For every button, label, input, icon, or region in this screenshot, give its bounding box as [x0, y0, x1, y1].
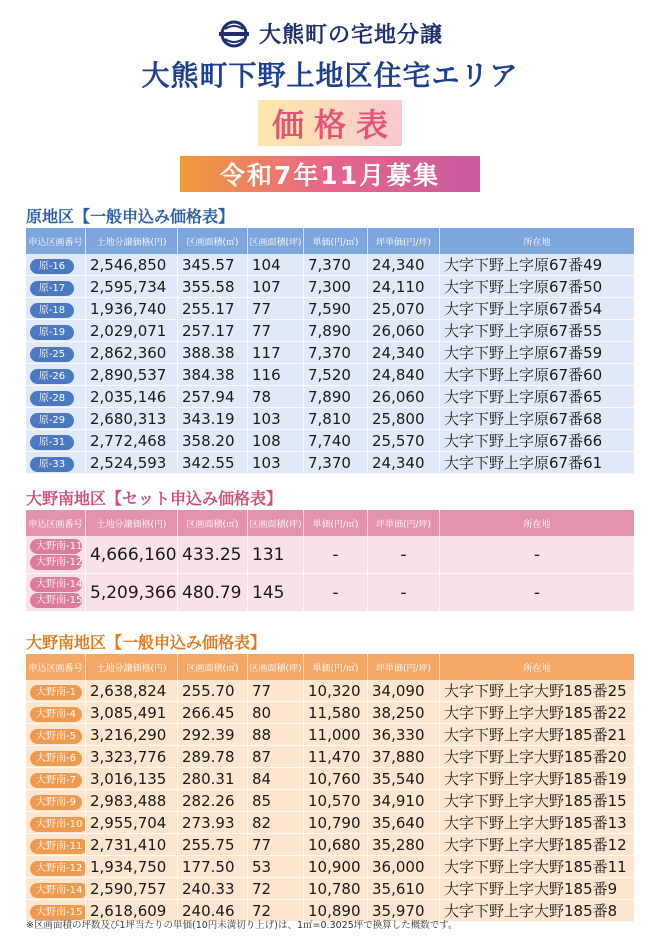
lot-badge: 大野南-1	[30, 685, 82, 700]
unit-tsubo-cell: 37,880	[368, 746, 440, 768]
table-row	[26, 834, 634, 856]
hara-price-table	[26, 228, 634, 474]
unit-m2-cell: 10,890	[304, 900, 368, 922]
address-cell: 大字下野上字大野185番25	[440, 680, 634, 702]
lot-badge: 原-17	[30, 281, 74, 296]
lot-cell	[26, 768, 86, 790]
col-area-m2: 区画面積(㎡)	[178, 510, 248, 536]
unit-m2-cell: -	[304, 536, 368, 574]
unit-m2-cell: 10,760	[304, 768, 368, 790]
address-cell: 大字下野上字大野185番22	[440, 702, 634, 724]
lot-cell	[26, 254, 86, 276]
unit-tsubo-cell: 38,250	[368, 702, 440, 724]
unit-m2-cell: 7,370	[304, 342, 368, 364]
col-area-m2: 区画面積(㎡)	[178, 654, 248, 680]
address-cell: 大字下野上字大野185番19	[440, 768, 634, 790]
unit-tsubo-cell: 35,610	[368, 878, 440, 900]
price-cell: 3,016,135	[86, 768, 178, 790]
price-cell: 2,955,704	[86, 812, 178, 834]
table-row	[26, 878, 634, 900]
price-cell: 2,638,824	[86, 680, 178, 702]
price-cell: 5,209,366	[86, 574, 178, 612]
hara-section-title: 原地区【一般申込み価格表】	[26, 207, 235, 226]
table-header-row	[26, 654, 634, 680]
table-row	[26, 320, 634, 342]
col-address: 所在地	[440, 510, 634, 536]
area-m2-cell: 255.70	[178, 680, 248, 702]
onominami-set-price-table	[26, 510, 634, 612]
table-row	[26, 746, 634, 768]
table-row	[26, 364, 634, 386]
area-tsubo-cell: 77	[248, 320, 304, 342]
area-tsubo-cell: 77	[248, 298, 304, 320]
unit-tsubo-cell: 25,800	[368, 408, 440, 430]
price-cell: 2,035,146	[86, 386, 178, 408]
address-cell: 大字下野上字大野185番9	[440, 878, 634, 900]
unit-m2-cell: 7,590	[304, 298, 368, 320]
area-tsubo-cell: 145	[248, 574, 304, 612]
unit-m2-cell: 7,370	[304, 452, 368, 474]
unit-m2-cell: 10,320	[304, 680, 368, 702]
address-cell: 大字下野上字大野185番8	[440, 900, 634, 922]
lot-badge: 原-33	[30, 457, 74, 472]
area-m2-cell: 388.38	[178, 342, 248, 364]
col-lot: 申込区画番号	[26, 510, 86, 536]
col-unit-tsubo: 坪単価(円/坪)	[368, 510, 440, 536]
col-area-tsubo: 区画面積(坪)	[248, 510, 304, 536]
unit-tsubo-cell: 35,540	[368, 768, 440, 790]
unit-m2-cell: 10,900	[304, 856, 368, 878]
unit-m2-cell: 10,780	[304, 878, 368, 900]
area-m2-cell: 240.33	[178, 878, 248, 900]
lot-cell	[26, 878, 86, 900]
unit-m2-cell: 7,300	[304, 276, 368, 298]
unit-m2-cell: 11,580	[304, 702, 368, 724]
unit-tsubo-cell: 35,970	[368, 900, 440, 922]
area-tsubo-cell: 72	[248, 900, 304, 922]
col-address: 所在地	[440, 654, 634, 680]
price-cell: 2,862,360	[86, 342, 178, 364]
address-cell: 大字下野上字大野185番15	[440, 790, 634, 812]
page-title: 大熊町下野上地区住宅エリア	[141, 59, 519, 92]
lot-cell	[26, 320, 86, 342]
lot-badge: 原-29	[30, 413, 74, 428]
area-tsubo-cell: 103	[248, 452, 304, 474]
lot-badge: 原-26	[30, 369, 74, 384]
unit-tsubo-cell: 24,340	[368, 452, 440, 474]
lot-badge: 大野南-7	[30, 773, 82, 788]
lot-cell	[26, 680, 86, 702]
address-cell: -	[440, 536, 634, 574]
recruit-period: 令和7年11月募集	[219, 161, 441, 190]
col-unit-m2: 単価(円/㎡)	[304, 510, 368, 536]
col-address: 所在地	[440, 228, 634, 254]
unit-m2-cell: 7,890	[304, 386, 368, 408]
address-cell: 大字下野上字原67番55	[440, 320, 634, 342]
col-unit-tsubo: 坪単価(円/坪)	[368, 654, 440, 680]
lot-cell	[26, 408, 86, 430]
price-cell: 2,890,537	[86, 364, 178, 386]
unit-tsubo-cell: -	[368, 574, 440, 612]
table-header-row	[26, 510, 634, 536]
col-area-tsubo: 区画面積(坪)	[248, 228, 304, 254]
unit-tsubo-cell: 35,280	[368, 834, 440, 856]
table-row	[26, 856, 634, 878]
lot-badge: 原-25	[30, 347, 74, 362]
lot-badge: 原-19	[30, 325, 74, 340]
area-m2-cell: 480.79	[178, 574, 248, 612]
area-tsubo-cell: 117	[248, 342, 304, 364]
area-tsubo-cell: 85	[248, 790, 304, 812]
price-cell: 1,936,740	[86, 298, 178, 320]
address-cell: 大字下野上字大野185番11	[440, 856, 634, 878]
lot-cell	[26, 574, 86, 612]
unit-m2-cell: 7,740	[304, 430, 368, 452]
col-lot: 申込区画番号	[26, 228, 86, 254]
unit-tsubo-cell: 36,330	[368, 724, 440, 746]
lot-cell	[26, 746, 86, 768]
unit-tsubo-cell: 24,840	[368, 364, 440, 386]
table-row	[26, 574, 634, 612]
area-m2-cell: 289.78	[178, 746, 248, 768]
address-cell: 大字下野上字原67番50	[440, 276, 634, 298]
footnote: ※区画面積の坪数及び1坪当たりの単価(10円未満切り上げ)は、1㎡=0.3025坪で換算した概数です。	[26, 920, 458, 931]
unit-tsubo-cell: 34,090	[368, 680, 440, 702]
area-tsubo-cell: 116	[248, 364, 304, 386]
area-tsubo-cell: 108	[248, 430, 304, 452]
area-tsubo-cell: 82	[248, 812, 304, 834]
table-row	[26, 812, 634, 834]
col-area-m2: 区画面積(㎡)	[178, 228, 248, 254]
unit-m2-cell: 7,810	[304, 408, 368, 430]
lot-cell	[26, 430, 86, 452]
area-m2-cell: 257.17	[178, 320, 248, 342]
okuma-town-emblem-icon	[217, 20, 251, 48]
table-row	[26, 536, 634, 574]
address-cell: 大字下野上字原67番66	[440, 430, 634, 452]
lot-badge: 大野南-5	[30, 729, 82, 744]
price-cell: 2,595,734	[86, 276, 178, 298]
area-tsubo-cell: 77	[248, 834, 304, 856]
unit-tsubo-cell: 34,910	[368, 790, 440, 812]
unit-m2-cell: -	[304, 574, 368, 612]
table-row	[26, 276, 634, 298]
lot-badge: 大野南-15	[30, 905, 86, 920]
page-subtitle: 価格表	[271, 106, 398, 144]
price-cell: 2,680,313	[86, 408, 178, 430]
address-cell: 大字下野上字原67番61	[440, 452, 634, 474]
area-tsubo-cell: 77	[248, 680, 304, 702]
address-cell: 大字下野上字原67番54	[440, 298, 634, 320]
area-tsubo-cell: 78	[248, 386, 304, 408]
area-tsubo-cell: 104	[248, 254, 304, 276]
onominami-section-title: 大野南地区【一般申込み価格表】	[26, 633, 267, 652]
price-cell: 2,772,468	[86, 430, 178, 452]
price-cell: 2,590,757	[86, 878, 178, 900]
lot-badge: 大野南-10	[30, 817, 86, 832]
area-tsubo-cell: 88	[248, 724, 304, 746]
col-lot: 申込区画番号	[26, 654, 86, 680]
address-cell: 大字下野上字大野185番13	[440, 812, 634, 834]
lot-badge: 大野南-12	[30, 555, 82, 570]
area-tsubo-cell: 80	[248, 702, 304, 724]
lot-cell	[26, 276, 86, 298]
lot-badge: 大野南-14	[30, 577, 82, 592]
area-m2-cell: 342.55	[178, 452, 248, 474]
price-cell: 2,524,593	[86, 452, 178, 474]
address-cell: -	[440, 574, 634, 612]
area-m2-cell: 177.50	[178, 856, 248, 878]
lot-badge: 大野南-12	[30, 861, 86, 876]
table-row	[26, 452, 634, 474]
address-cell: 大字下野上字大野185番21	[440, 724, 634, 746]
price-cell: 3,085,491	[86, 702, 178, 724]
recruit-banner	[180, 156, 480, 192]
lot-badge: 原-18	[30, 303, 74, 318]
lot-cell	[26, 790, 86, 812]
price-cell: 2,029,071	[86, 320, 178, 342]
table-row	[26, 768, 634, 790]
area-tsubo-cell: 72	[248, 878, 304, 900]
area-m2-cell: 282.26	[178, 790, 248, 812]
price-cell: 2,546,850	[86, 254, 178, 276]
table-row	[26, 298, 634, 320]
table-header-row	[26, 228, 634, 254]
col-price: 土地分譲価格(円)	[86, 510, 178, 536]
col-unit-tsubo: 坪単価(円/坪)	[368, 228, 440, 254]
lot-badge: 原-16	[30, 259, 74, 274]
unit-m2-cell: 7,520	[304, 364, 368, 386]
price-cell: 1,934,750	[86, 856, 178, 878]
unit-tsubo-cell: 25,570	[368, 430, 440, 452]
unit-tsubo-cell: 24,340	[368, 342, 440, 364]
lot-badge: 大野南-9	[30, 795, 82, 810]
area-m2-cell: 355.58	[178, 276, 248, 298]
unit-tsubo-cell: 35,640	[368, 812, 440, 834]
lot-badge: 大野南-11	[30, 839, 86, 854]
lot-badge: 大野南-6	[30, 751, 82, 766]
col-unit-m2: 単価(円/㎡)	[304, 654, 368, 680]
area-tsubo-cell: 103	[248, 408, 304, 430]
address-cell: 大字下野上字大野185番20	[440, 746, 634, 768]
unit-tsubo-cell: 36,000	[368, 856, 440, 878]
lot-cell	[26, 536, 86, 574]
area-m2-cell: 255.75	[178, 834, 248, 856]
address-cell: 大字下野上字原67番49	[440, 254, 634, 276]
unit-tsubo-cell: 26,060	[368, 320, 440, 342]
area-m2-cell: 433.25	[178, 536, 248, 574]
lot-cell	[26, 812, 86, 834]
col-price: 土地分譲価格(円)	[86, 654, 178, 680]
area-m2-cell: 255.17	[178, 298, 248, 320]
address-cell: 大字下野上字大野185番12	[440, 834, 634, 856]
lot-cell	[26, 834, 86, 856]
brand-header	[0, 18, 660, 49]
unit-m2-cell: 10,680	[304, 834, 368, 856]
table-row	[26, 724, 634, 746]
price-cell: 2,983,488	[86, 790, 178, 812]
table-row	[26, 702, 634, 724]
table-row	[26, 430, 634, 452]
address-cell: 大字下野上字原67番65	[440, 386, 634, 408]
lot-cell	[26, 724, 86, 746]
area-m2-cell: 257.94	[178, 386, 248, 408]
area-tsubo-cell: 107	[248, 276, 304, 298]
onominami-set-section-title: 大野南地区【セット申込み価格表】	[26, 489, 283, 508]
col-unit-m2: 単価(円/㎡)	[304, 228, 368, 254]
table-row	[26, 790, 634, 812]
address-cell: 大字下野上字原67番68	[440, 408, 634, 430]
table-row	[26, 342, 634, 364]
col-price: 土地分譲価格(円)	[86, 228, 178, 254]
lot-badge: 大野南-11	[30, 539, 82, 554]
price-cell: 2,618,609	[86, 900, 178, 922]
area-tsubo-cell: 84	[248, 768, 304, 790]
onominami-price-table	[26, 654, 634, 922]
unit-tsubo-cell: 25,070	[368, 298, 440, 320]
price-cell: 2,731,410	[86, 834, 178, 856]
area-m2-cell: 240.46	[178, 900, 248, 922]
unit-m2-cell: 10,790	[304, 812, 368, 834]
lot-cell	[26, 342, 86, 364]
lot-cell	[26, 856, 86, 878]
table-row	[26, 408, 634, 430]
unit-m2-cell: 11,470	[304, 746, 368, 768]
area-m2-cell: 266.45	[178, 702, 248, 724]
area-m2-cell: 384.38	[178, 364, 248, 386]
unit-tsubo-cell: 26,060	[368, 386, 440, 408]
unit-tsubo-cell: 24,340	[368, 254, 440, 276]
lot-cell	[26, 702, 86, 724]
area-tsubo-cell: 53	[248, 856, 304, 878]
lot-badge: 原-28	[30, 391, 74, 406]
area-m2-cell: 343.19	[178, 408, 248, 430]
area-m2-cell: 358.20	[178, 430, 248, 452]
unit-m2-cell: 10,570	[304, 790, 368, 812]
price-cell: 3,323,776	[86, 746, 178, 768]
address-cell: 大字下野上字原67番60	[440, 364, 634, 386]
unit-m2-cell: 7,370	[304, 254, 368, 276]
price-cell: 3,216,290	[86, 724, 178, 746]
area-m2-cell: 292.39	[178, 724, 248, 746]
area-tsubo-cell: 131	[248, 536, 304, 574]
unit-tsubo-cell: -	[368, 536, 440, 574]
lot-badge: 大野南-15	[30, 593, 82, 608]
area-m2-cell: 280.31	[178, 768, 248, 790]
lot-badge: 大野南-4	[30, 707, 82, 722]
area-m2-cell: 345.57	[178, 254, 248, 276]
lot-badge: 原-31	[30, 435, 74, 450]
subtitle-banner	[258, 100, 402, 146]
address-cell: 大字下野上字原67番59	[440, 342, 634, 364]
unit-m2-cell: 7,890	[304, 320, 368, 342]
area-tsubo-cell: 87	[248, 746, 304, 768]
lot-cell	[26, 298, 86, 320]
unit-m2-cell: 11,000	[304, 724, 368, 746]
col-area-tsubo: 区画面積(坪)	[248, 654, 304, 680]
table-row	[26, 386, 634, 408]
price-cell: 4,666,160	[86, 536, 178, 574]
brand-name: 大熊町の宅地分譲	[258, 23, 443, 48]
table-row	[26, 254, 634, 276]
lot-cell	[26, 452, 86, 474]
lot-badge: 大野南-14	[30, 883, 86, 898]
table-row	[26, 680, 634, 702]
lot-cell	[26, 386, 86, 408]
area-m2-cell: 273.93	[178, 812, 248, 834]
unit-tsubo-cell: 24,110	[368, 276, 440, 298]
lot-cell	[26, 364, 86, 386]
